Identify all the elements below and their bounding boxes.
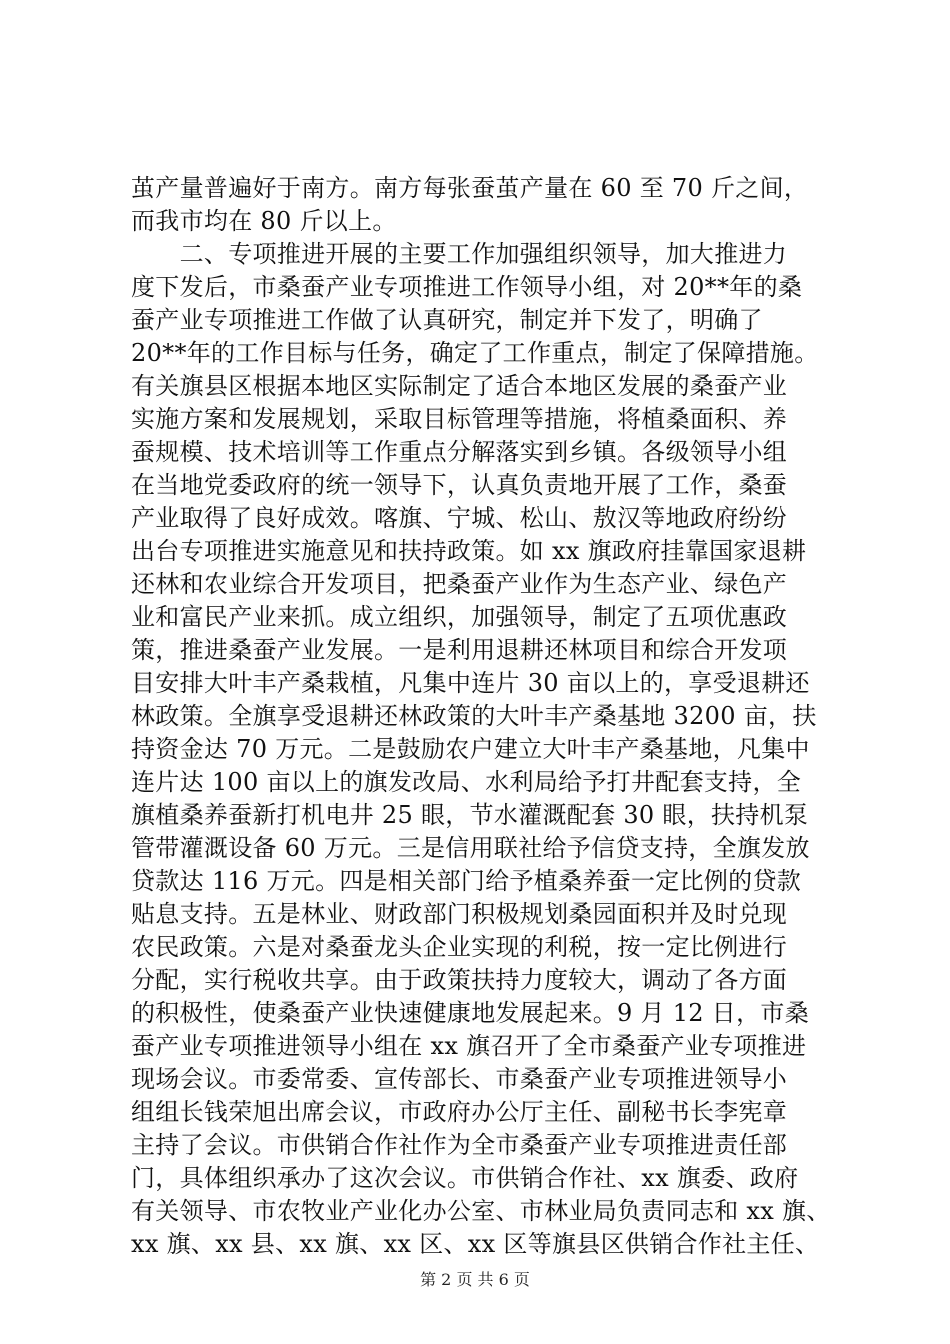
text-line: 林政策。全旗享受退耕还林政策的大叶丰产桑基地 3200 亩，扶 [131,702,817,730]
text-line: 在当地党委政府的统一领导下，认真负责地开展了工作，桑蚕 [131,471,788,499]
page-number-footer: 第 2 页 共 6 页 [420,1270,530,1289]
text-line: 贷款达 116 万元。四是相关部门给予植桑养蚕一定比例的贷款 [131,867,802,895]
text-line: 旗植桑养蚕新打机电井 25 眼，节水灌溉配套 30 眼，扶持机泵 [131,801,809,829]
text-line: 有关领导、市农牧业产业化办公室、市林业局负责同志和 xx 旗、 [131,1197,831,1225]
text-line: 蚕产业专项推进领导小组在 xx 旗召开了全市桑蚕产业专项推进 [131,1032,807,1060]
text-line: 实施方案和发展规划，采取目标管理等措施，将植桑面积、养 [131,405,788,433]
text-line: 茧产量普遍好于南方。南方每张蚕茧产量在 60 至 70 斤之间， [131,174,809,202]
text-line: 蚕产业专项推进工作做了认真研究，制定并下发了，明确了 [131,306,763,334]
text-line: 产业取得了良好成效。喀旗、宁城、松山、敖汉等地政府纷纷 [131,504,788,532]
text-line: xx 旗、xx 县、xx 旗、xx 区、xx 区等旗县区供销合作社主任、 [131,1230,820,1258]
text-line: 出台专项推进实施意见和扶持政策。如 xx 旗政府挂靠国家退耕 [131,537,807,565]
text-line: 度下发后，市桑蚕产业专项推进工作领导小组，对 20**年的桑 [131,273,803,301]
text-line: 目安排大叶丰产桑栽植，凡集中连片 30 亩以上的，享受退耕还 [131,669,810,697]
text-line: 门，具体组织承办了这次会议。市供销合作社、xx 旗委、政府 [131,1164,799,1192]
text-line: 蚕规模、技术培训等工作重点分解落实到乡镇。各级领导小组 [131,438,788,466]
text-line: 组组长钱荣旭出席会议，市政府办公厅主任、副秘书长李宪章 [131,1098,788,1126]
text-line: 二、专项推进开展的主要工作加强组织领导，加大推进力 [131,240,788,268]
text-line: 持资金达 70 万元。二是鼓励农户建立大叶丰产桑基地，凡集中 [131,735,810,763]
text-line: 策，推进桑蚕产业发展。一是利用退耕还林项目和综合开发项 [131,636,788,664]
text-line: 的积极性，使桑蚕产业快速健康地发展起来。9 月 12 日，市桑 [131,999,809,1027]
text-line: 现场会议。市委常委、宣传部长、市桑蚕产业专项推进领导小 [131,1065,788,1093]
text-line: 农民政策。六是对桑蚕龙头企业实现的利税，按一定比例进行 [131,933,788,961]
text-line: 分配，实行税收共享。由于政策扶持力度较大，调动了各方面 [131,966,788,994]
text-line: 有关旗县区根据本地区实际制定了适合本地区发展的桑蚕产业 [131,372,788,400]
text-line: 主持了会议。市供销合作社作为全市桑蚕产业专项推进责任部 [131,1131,788,1159]
text-line: 而我市均在 80 斤以上。 [131,207,397,235]
text-line: 还林和农业综合开发项目，把桑蚕产业作为生态产业、绿色产 [131,570,788,598]
text-line: 业和富民产业来抓。成立组织，加强领导，制定了五项优惠政 [131,603,788,631]
body-text [131,172,831,1261]
text-line: 连片达 100 亩以上的旗发改局、水利局给予打井配套支持，全 [131,768,802,796]
text-line: 贴息支持。五是林业、财政部门积极规划桑园面积并及时兑现 [131,900,788,928]
text-line: 管带灌溉设备 60 万元。三是信用联社给予信贷支持，全旗发放 [131,834,810,862]
text-line: 20**年的工作目标与任务，确定了工作重点，制定了保障措施。 [131,339,819,367]
